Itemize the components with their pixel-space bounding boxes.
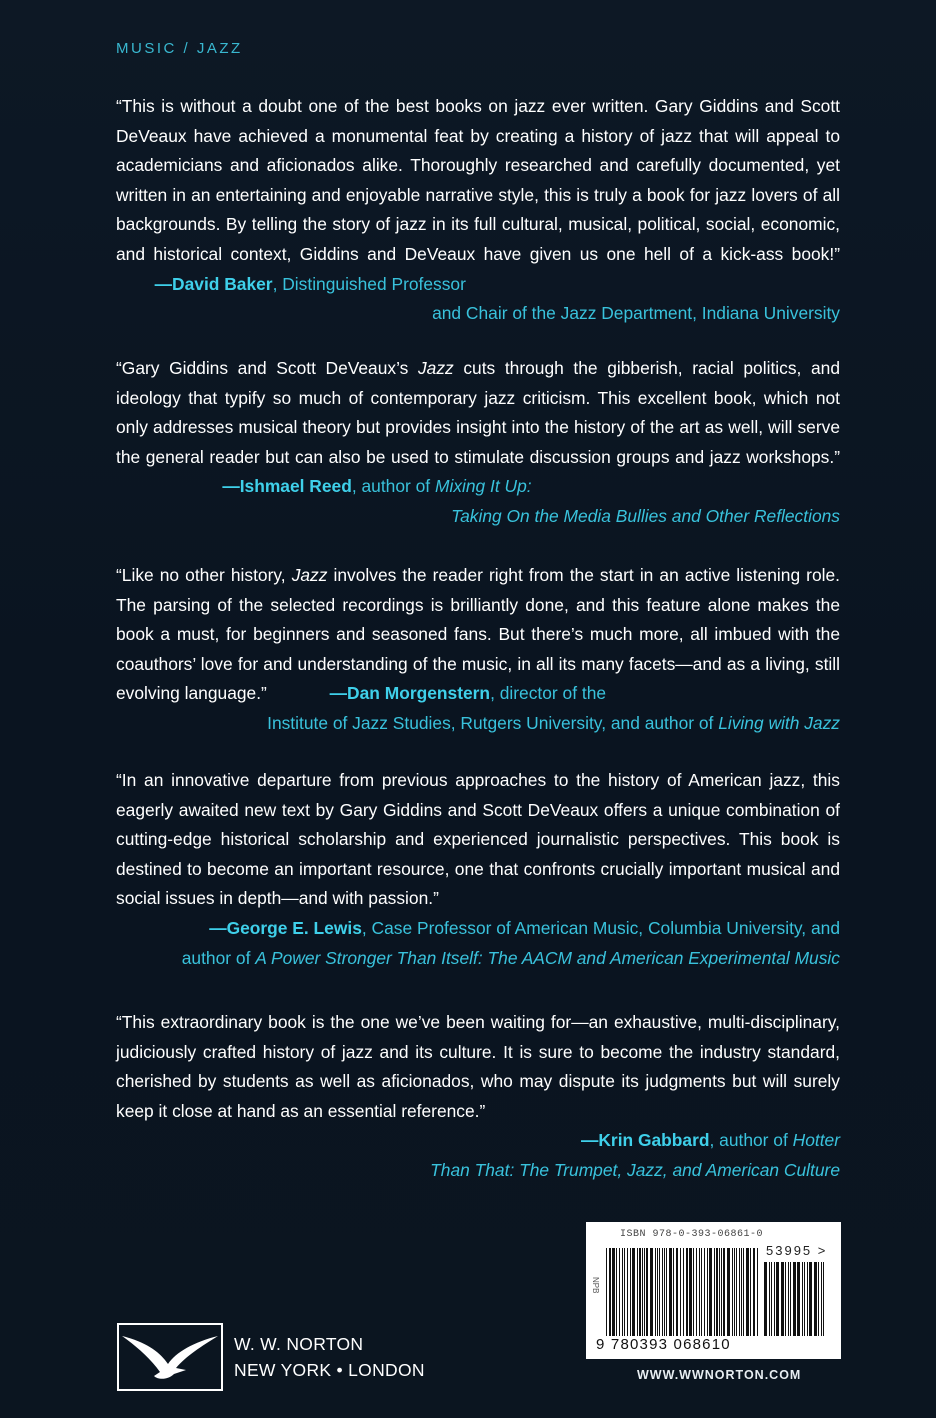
barcode-bar xyxy=(723,1248,725,1336)
reviewer-affiliation: Institute of Jazz Studies, Rutgers University, and author of Living with Jazz xyxy=(267,712,840,733)
book-title: Living with Jazz xyxy=(718,712,840,733)
reviewer-book-title: Taking On the Media Bullies and Other Reflections xyxy=(451,505,840,526)
barcode-bar xyxy=(821,1262,822,1336)
barcode-bar xyxy=(736,1248,737,1336)
isbn-barcode xyxy=(586,1222,841,1359)
review-attribution: —Krin Gabbard, author of Hotter xyxy=(580,1130,840,1151)
publisher-website: WWW.WWNORTON.COM xyxy=(637,1368,802,1382)
barcode-bar xyxy=(802,1262,803,1336)
review-attribution: —Dan Morgenstern, director of the xyxy=(329,683,607,704)
barcode-bar xyxy=(707,1248,708,1336)
barcode-bar xyxy=(753,1248,755,1336)
barcode-bar xyxy=(650,1248,653,1336)
reviewer-name: —Krin Gabbard xyxy=(580,1130,710,1151)
review-attribution xyxy=(116,274,466,294)
barcode-bar xyxy=(632,1248,635,1336)
barcode-bar xyxy=(659,1248,660,1336)
review-krin-gabbard xyxy=(116,1008,840,1186)
barcode-bar xyxy=(776,1262,779,1336)
reviewer-name: —Ishmael Reed xyxy=(222,476,352,497)
isbn-label: ISBN 978-0-393-06861-0 xyxy=(620,1229,764,1240)
reviewer-name: —David Baker xyxy=(154,273,273,294)
review-attribution: —Ishmael Reed, author of Mixing It Up: xyxy=(222,476,532,497)
barcode-bar xyxy=(642,1248,643,1336)
barcode-bar xyxy=(781,1262,784,1336)
barcode-side-code: NPB xyxy=(591,1277,600,1294)
barcode-bar xyxy=(788,1262,789,1336)
barcode-bar xyxy=(732,1248,733,1336)
barcode-bar xyxy=(797,1262,800,1336)
barcode-bar xyxy=(809,1262,812,1336)
barcode-bar xyxy=(757,1248,758,1336)
barcode-bar xyxy=(669,1248,672,1336)
review-quote: “In an innovative departure from previous approaches to the history of American jazz, this eagerly awaited new text by Gary Giddins and Scott DeVeaux offers a unique combination of cutting-edge historical scholarship and experienced journalistic perspectives. This book is destined to become an important resource, one that confronts crucially important musical and social issues in depth—and with passion.” xyxy=(116,770,840,909)
barcode-bar xyxy=(704,1248,705,1336)
barcode-bar xyxy=(683,1248,684,1336)
barcode-bar xyxy=(624,1248,625,1336)
barcode-bar xyxy=(716,1248,718,1336)
barcode-bar xyxy=(771,1262,772,1336)
barcode-bar xyxy=(609,1248,611,1336)
barcode-bar xyxy=(734,1248,735,1336)
reviewer-title: , Distinguished Professor xyxy=(272,273,466,294)
barcode-bar xyxy=(664,1248,665,1336)
publisher-block xyxy=(116,1322,425,1392)
barcode-bar xyxy=(686,1248,688,1336)
barcode-bar xyxy=(790,1262,791,1336)
barcode-bar xyxy=(622,1248,623,1336)
review-dan-morgenstern xyxy=(116,561,840,739)
barcode-bar xyxy=(804,1262,805,1336)
barcode-bar xyxy=(721,1248,722,1336)
barcode-bar xyxy=(793,1262,796,1336)
barcode-bar xyxy=(727,1248,730,1336)
barcode-bar xyxy=(644,1248,645,1336)
isbn-digits: 9 780393 068610 xyxy=(596,1336,731,1353)
book-title: Hotter xyxy=(792,1130,840,1151)
barcode-bar xyxy=(680,1248,681,1336)
publisher-location: NEW YORK • LONDON xyxy=(234,1360,425,1380)
book-title: Mixing It Up: xyxy=(434,476,532,497)
barcode-bar xyxy=(655,1248,656,1336)
review-ishmael-reed xyxy=(116,354,840,532)
norton-seagull-logo-icon xyxy=(116,1322,224,1392)
barcode-bar xyxy=(619,1248,620,1336)
barcode-bar xyxy=(746,1248,749,1336)
barcode-bar xyxy=(769,1262,770,1336)
review-quote: “This extraordinary book is the one we’ve been waiting for—an exhaustive, multi-disciplinary, judiciously crafted history of jazz and its culture. It is sure to become the industry standard, cherished by students as well as aficionados, who may dispute its judgments but will surely keep it close at hand as an essential reference.” xyxy=(116,1012,840,1121)
barcode-bar xyxy=(823,1262,824,1336)
barcode-bar xyxy=(719,1248,720,1336)
barcode-addon-bars xyxy=(764,1262,824,1336)
barcode-bar xyxy=(606,1248,607,1336)
barcode-bar xyxy=(714,1248,715,1336)
review-quote: “Gary Giddins and Scott DeVeaux’s Jazz cuts through the gibberish, racial politics, and ideology that typify so much of contemporary jazz criticism. This excellent book, which not only addresses musical theory but provides insight into the history of the art as well, will serve the general reader but can also be used to stimulate discussion groups and jazz workshops.” xyxy=(116,358,840,467)
barcode-bar xyxy=(657,1248,658,1336)
reviewer-book-title: Than That: The Trumpet, Jazz, and American Culture xyxy=(430,1159,840,1180)
barcode-bar xyxy=(701,1248,702,1336)
barcode-bar xyxy=(764,1262,767,1336)
barcode-bar xyxy=(689,1248,692,1336)
barcode-bar xyxy=(639,1248,641,1336)
reviewer-affiliation: and Chair of the Jazz Department, Indiana University xyxy=(432,303,840,324)
barcode-bar xyxy=(630,1248,631,1336)
reviewer-name: —George E. Lewis xyxy=(209,917,362,938)
barcode-bar xyxy=(818,1262,819,1336)
barcode-bar xyxy=(676,1248,678,1336)
barcode-bar xyxy=(627,1248,628,1336)
publisher-name: W. W. NORTON xyxy=(234,1334,364,1354)
reviewer-name: —Dan Morgenstern xyxy=(329,683,491,704)
barcode-bar xyxy=(741,1248,742,1336)
book-title: A Power Stronger Than Itself: The AACM and American Experimental Music xyxy=(255,947,840,968)
barcode-main-bars xyxy=(606,1248,758,1336)
barcode-bar xyxy=(612,1248,615,1336)
barcode-bar xyxy=(646,1248,648,1336)
barcode-bar xyxy=(785,1262,786,1336)
barcode-bar xyxy=(750,1248,751,1336)
category-label: MUSIC / JAZZ xyxy=(116,40,243,57)
barcode-bar xyxy=(696,1248,697,1336)
barcode-bar xyxy=(743,1248,744,1336)
barcode-bar xyxy=(662,1248,663,1336)
barcode-bar xyxy=(814,1262,817,1336)
barcode-bar xyxy=(673,1248,674,1336)
barcode-bar xyxy=(616,1248,617,1336)
barcode-bar xyxy=(637,1248,638,1336)
barcode-bar xyxy=(774,1262,775,1336)
barcode-bar xyxy=(709,1248,712,1336)
reviewer-book-title: author of A Power Stronger Than Itself: The AACM and American Experimental Music xyxy=(181,947,840,968)
review-attribution: —George E. Lewis, Case Professor of American Music, Columbia University, and xyxy=(209,917,840,938)
barcode-bar xyxy=(666,1248,667,1336)
price-addon-number: 53995 > xyxy=(766,1243,828,1258)
barcode-bar xyxy=(693,1248,694,1336)
review-quote: “This is without a doubt one of the best books on jazz ever written. Gary Giddins and Scott DeVeaux have achieved a monumental feat by creating a history of jazz that will appeal to academicians and aficionados alike. Thoroughly researched and carefully documented, yet written in an entertaining and enjoyable narrative style, this is truly a book for jazz lovers of all backgrounds. By telling the story of jazz in its full cultural, musical, political, social, economic, and historical context, Giddins and DeVeaux have given us one hell of a kick-ass book!” xyxy=(116,96,840,264)
review-quote: “Like no other history, Jazz involves the reader right from the start in an active listening role. The parsing of the selected recordings is brilliantly done, and this feature alone makes the book a must, for beginners and seasoned fans. But there’s much more, all imbued with the coauthors’ love for and understanding of the music, in all its many facets—and as a living, still evolving language.” xyxy=(116,565,841,704)
review-david-baker xyxy=(116,92,840,329)
barcode-bar xyxy=(739,1248,740,1336)
review-george-lewis xyxy=(116,766,840,973)
publisher-text xyxy=(234,1331,425,1383)
barcode-bar xyxy=(699,1248,700,1336)
barcode-bar xyxy=(807,1262,808,1336)
